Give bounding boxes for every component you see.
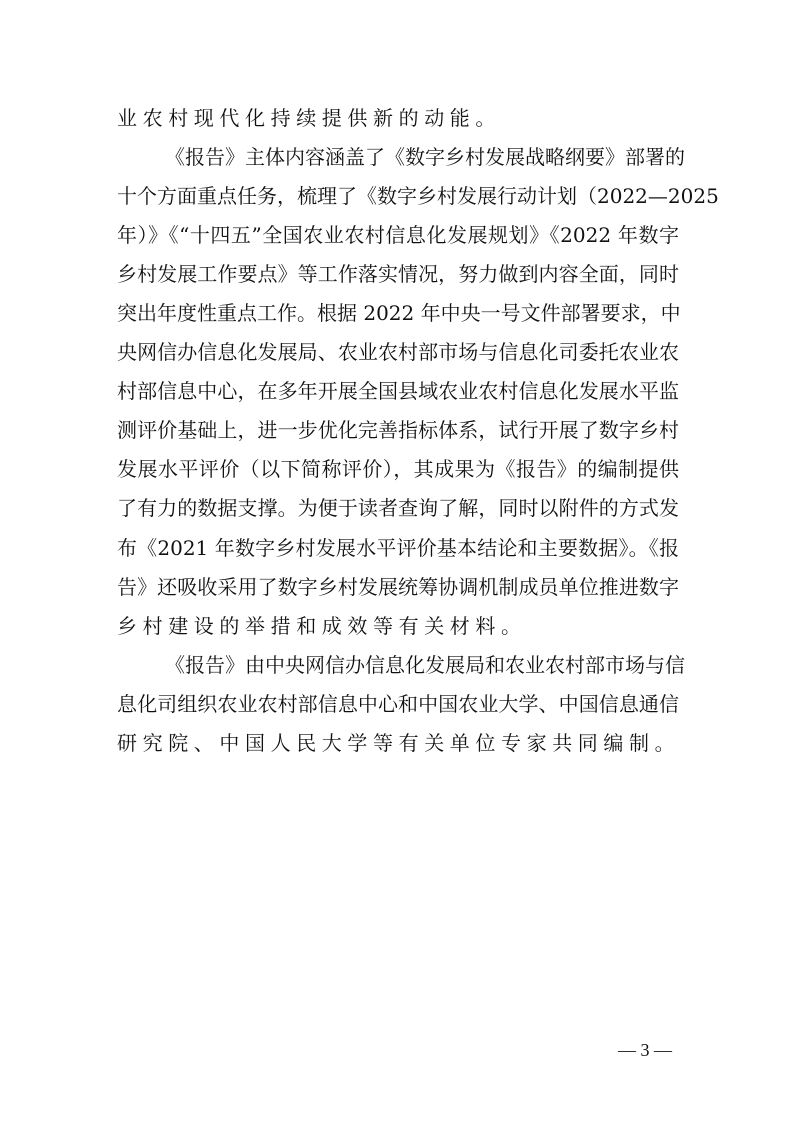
text-line: 发展水平评价（以下简称评价），其成果为《报告》的编制提供	[117, 457, 679, 482]
text-line: 突出年度性重点工作。根据 2022 年中央一号文件部署要求，中	[117, 301, 681, 326]
page-number: — 3 —	[618, 1040, 672, 1060]
text-line: 央网信办信息化发展局、农业农村部市场与信息化司委托农业农	[117, 340, 679, 365]
text-line: 乡村发展工作要点》等工作落实情况，努力做到内容全面，同时	[117, 262, 679, 287]
text-line: 业农村现代化持续提供新的动能。	[117, 106, 501, 130]
text-line: 布《2021 年数字乡村发展水平评价基本结论和主要数据》。《报	[117, 535, 679, 560]
text-line: 研究院、中国人民大学等有关单位专家共同编制。	[117, 730, 681, 755]
text-line: 《报告》主体内容涵盖了《数字乡村发展战略纲要》部署的	[165, 145, 685, 170]
text-line: 村部信息中心，在多年开展全国县域农业农村信息化发展水平监	[117, 379, 679, 404]
document-body	[117, 104, 719, 768]
paragraph-2	[117, 143, 719, 651]
text-line: 告》还吸收采用了数字乡村发展统筹协调机制成员单位推进数字	[117, 574, 679, 599]
paragraph-1-continued	[117, 104, 679, 143]
text-line: 乡村建设的举措和成效等有关材料。	[117, 613, 527, 638]
text-line: 《报告》由中央网信办信息化发展局和农业农村部市场与信	[165, 652, 685, 677]
text-line: 十个方面重点任务，梳理了《数字乡村发展行动计划（2022—2025	[117, 184, 719, 209]
text-line: 了有力的数据支撑。为便于读者查询了解，同时以附件的方式发	[117, 496, 679, 521]
text-line: 息化司组织农业农村部信息中心和中国农业大学、中国信息通信	[117, 691, 679, 716]
text-line: 年）》《“十四五”全国农业农村信息化发展规划》《2022 年数字	[117, 223, 679, 248]
text-line: 测评价基础上，进一步优化完善指标体系，试行开展了数字乡村	[117, 418, 679, 443]
paragraph-3	[117, 651, 685, 768]
